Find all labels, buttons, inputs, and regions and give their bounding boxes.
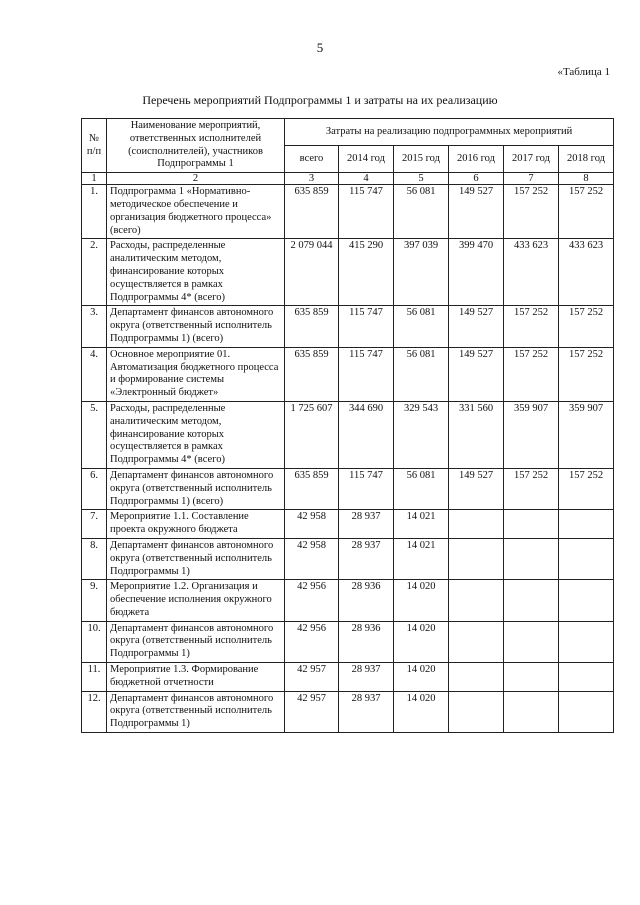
row-value-2015: 329 543 [394,401,449,468]
row-value-2014: 28 937 [339,510,394,539]
row-number: 9. [82,580,107,621]
row-value-2014: 115 747 [339,185,394,239]
column-index: 6 [449,173,504,185]
table-row [82,401,614,468]
row-name: Департамент финансов автономного округа (ответственный исполнитель Подпрограммы 1) (всего) [107,468,285,509]
table-row [82,538,614,579]
row-number: 1. [82,185,107,239]
row-name: Департамент финансов автономного округа (ответственный исполнитель Подпрограммы 1) (всего) [107,306,285,347]
row-value-2017 [504,621,559,662]
row-number: 7. [82,510,107,539]
row-number: 6. [82,468,107,509]
row-value-2018 [559,621,614,662]
table-reference: «Таблица 1 [557,66,610,78]
column-index: 5 [394,173,449,185]
column-index: 7 [504,173,559,185]
row-value-2018 [559,510,614,539]
row-value-2014: 115 747 [339,306,394,347]
table-row [82,663,614,692]
column-index: 3 [285,173,339,185]
row-name: Мероприятие 1.1. Составление проекта окружного бюджета [107,510,285,539]
row-value-2018: 157 252 [559,347,614,401]
row-value-2016: 149 527 [449,185,504,239]
row-total: 2 079 044 [285,239,339,306]
column-index: 8 [559,173,614,185]
row-name: Подпрограмма 1 «Нормативно-методическое обеспечение и организация бюджетного процесса» (всего) [107,185,285,239]
row-value-2016 [449,691,504,732]
table-body [82,185,614,733]
row-value-2014: 28 937 [339,663,394,692]
row-value-2015: 56 081 [394,347,449,401]
header-num: № п/п [82,119,107,173]
header-costs: Затраты на реализацию подпрограммных мероприятий [285,119,614,146]
row-value-2014: 344 690 [339,401,394,468]
row-number: 11. [82,663,107,692]
column-index: 1 [82,173,107,185]
row-value-2015: 14 020 [394,580,449,621]
row-total: 635 859 [285,306,339,347]
row-total: 1 725 607 [285,401,339,468]
header-total: всего [285,146,339,173]
row-value-2017: 157 252 [504,185,559,239]
activities-table [81,118,614,733]
row-number: 8. [82,538,107,579]
header-year-2015: 2015 год [394,146,449,173]
row-name: Основное мероприятие 01. Автоматизация бюджетного процесса и формирование системы «Электронный бюджет» [107,347,285,401]
row-value-2018: 157 252 [559,185,614,239]
row-name: Расходы, распределенные аналитическим методом, финансирование которых осуществляется в рамках Подпрограммы 4* (всего) [107,239,285,306]
row-name: Расходы, распределенные аналитическим методом, финансирование которых осуществляется в рамках Подпрограммы 4* (всего) [107,401,285,468]
table-row [82,306,614,347]
row-value-2017 [504,580,559,621]
row-value-2016: 149 527 [449,468,504,509]
table-row [82,468,614,509]
table-row [82,347,614,401]
table-row [82,691,614,732]
row-value-2017: 157 252 [504,468,559,509]
row-value-2015: 56 081 [394,468,449,509]
row-value-2015: 14 020 [394,621,449,662]
row-value-2018 [559,663,614,692]
row-value-2018 [559,538,614,579]
row-value-2016: 149 527 [449,306,504,347]
header-year-2016: 2016 год [449,146,504,173]
row-value-2016 [449,538,504,579]
row-total: 635 859 [285,347,339,401]
row-total: 42 957 [285,663,339,692]
row-value-2014: 28 936 [339,621,394,662]
row-total: 42 956 [285,580,339,621]
row-value-2018: 433 623 [559,239,614,306]
row-name: Мероприятие 1.3. Формирование бюджетной отчетности [107,663,285,692]
row-value-2015: 14 021 [394,538,449,579]
row-name: Мероприятие 1.2. Организация и обеспечение исполнения окружного бюджета [107,580,285,621]
row-number: 4. [82,347,107,401]
row-value-2017: 157 252 [504,347,559,401]
row-value-2017 [504,663,559,692]
header-year-2018: 2018 год [559,146,614,173]
row-name: Департамент финансов автономного округа (ответственный исполнитель Подпрограммы 1) [107,621,285,662]
table-row [82,580,614,621]
table-row [82,239,614,306]
row-name: Департамент финансов автономного округа (ответственный исполнитель Подпрограммы 1) [107,691,285,732]
row-value-2015: 14 021 [394,510,449,539]
row-number: 10. [82,621,107,662]
header-name: Наименование мероприятий, ответственных исполнителей (соисполнителей), участников Подпрограммы 1 [107,119,285,173]
row-number: 2. [82,239,107,306]
row-total: 635 859 [285,468,339,509]
header-year-2017: 2017 год [504,146,559,173]
header-year-2014: 2014 год [339,146,394,173]
row-value-2016: 331 560 [449,401,504,468]
row-value-2017: 359 907 [504,401,559,468]
row-value-2017 [504,510,559,539]
row-value-2017: 157 252 [504,306,559,347]
table-row [82,510,614,539]
row-value-2017: 433 623 [504,239,559,306]
row-total: 635 859 [285,185,339,239]
row-value-2015: 56 081 [394,185,449,239]
row-value-2014: 115 747 [339,468,394,509]
row-value-2017 [504,691,559,732]
row-value-2014: 28 936 [339,580,394,621]
row-value-2016 [449,663,504,692]
row-value-2016: 149 527 [449,347,504,401]
row-total: 42 956 [285,621,339,662]
row-value-2017 [504,538,559,579]
row-value-2015: 14 020 [394,663,449,692]
row-value-2018: 157 252 [559,468,614,509]
table-row [82,185,614,239]
document-title: Перечень мероприятий Подпрограммы 1 и затраты на их реализацию [142,93,498,107]
row-value-2014: 415 290 [339,239,394,306]
column-index-row [82,173,614,185]
row-value-2014: 115 747 [339,347,394,401]
row-value-2018 [559,691,614,732]
page-number: 5 [316,40,324,55]
row-number: 12. [82,691,107,732]
row-value-2016 [449,580,504,621]
row-total: 42 958 [285,510,339,539]
table-row [82,621,614,662]
row-value-2014: 28 937 [339,538,394,579]
row-value-2016: 399 470 [449,239,504,306]
row-value-2018: 157 252 [559,306,614,347]
row-number: 5. [82,401,107,468]
row-value-2015: 56 081 [394,306,449,347]
row-number: 3. [82,306,107,347]
row-name: Департамент финансов автономного округа (ответственный исполнитель Подпрограммы 1) [107,538,285,579]
column-index: 4 [339,173,394,185]
row-value-2015: 397 039 [394,239,449,306]
row-value-2016 [449,621,504,662]
row-value-2014: 28 937 [339,691,394,732]
column-index: 2 [107,173,285,185]
row-value-2016 [449,510,504,539]
row-total: 42 958 [285,538,339,579]
row-value-2015: 14 020 [394,691,449,732]
row-value-2018: 359 907 [559,401,614,468]
row-value-2018 [559,580,614,621]
row-total: 42 957 [285,691,339,732]
